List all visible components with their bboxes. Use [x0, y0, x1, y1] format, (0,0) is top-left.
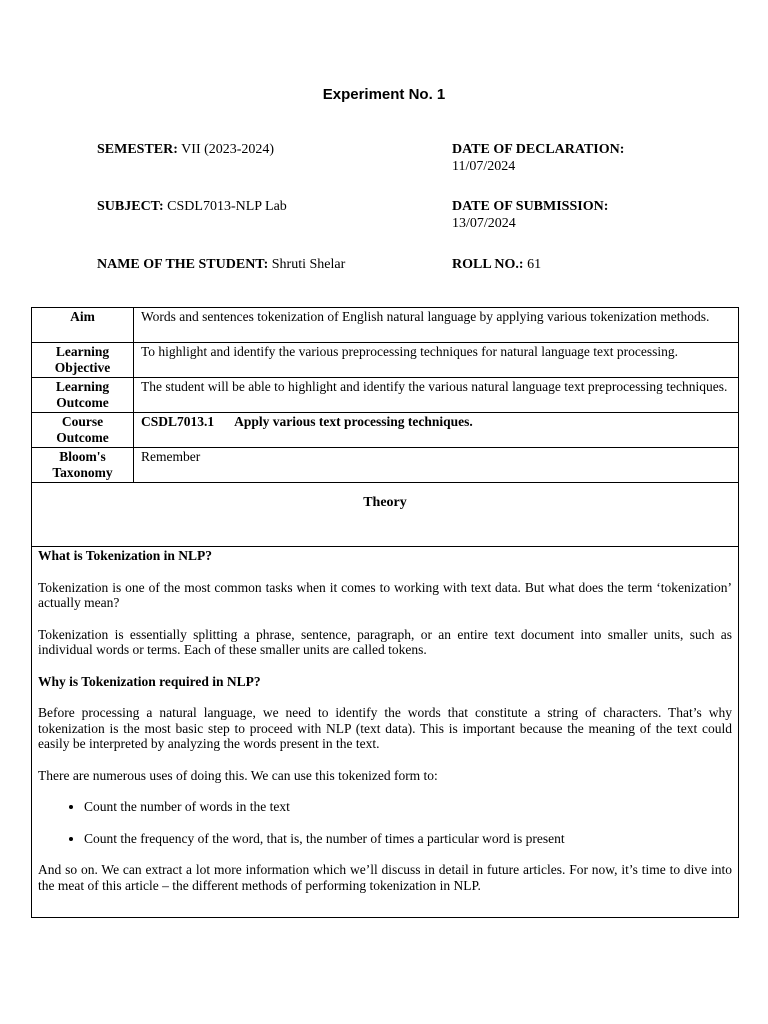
theory-content-box	[31, 546, 739, 918]
student-value: Shruti Shelar	[271, 257, 346, 272]
outcome-value: The student will be able to highlight and identify the various natural language text preprocessing techniques.	[134, 378, 739, 413]
objective-label: Learning Objective	[32, 343, 134, 378]
table-row-outcome	[32, 378, 739, 413]
aim-value: Words and sentences tokenization of English natural language by applying various tokenization methods.	[134, 308, 739, 343]
list-item: • Count the frequency of the word, that is, the number of times a particular word is present	[84, 831, 732, 847]
paragraph-3: Before processing a natural language, we need to identify the words that constitute a string of characters. That’s why tokenization is the most basic step to proceed with NLP (text data). This is important because the meaning of the text could easily be interpreted by analyzing the words present in the text.	[38, 705, 732, 751]
student-field	[97, 256, 345, 273]
subject-label: SUBJECT:	[97, 199, 164, 214]
paragraph-2: Tokenization is essentially splitting a phrase, sentence, paragraph, or an entire text document into smaller units, such as individual words or terms. Each of these smaller units are called tokens.	[38, 626, 732, 657]
submission-value: 13/07/2024	[452, 216, 516, 231]
paragraph-4: There are numerous uses of doing this. We can use this tokenized form to:	[38, 767, 438, 783]
table-row-aim	[32, 308, 739, 343]
list-item: • Count the number of words in the text	[84, 799, 732, 815]
aim-label: Aim	[32, 308, 134, 343]
paragraph-1: Tokenization is one of the most common tasks when it comes to working with text data. But what does the term ‘tokenization’ actually mean?	[38, 579, 732, 610]
section-heading-what: What is Tokenization in NLP?	[38, 548, 213, 563]
submission-field	[452, 198, 608, 232]
theory-content	[38, 548, 732, 909]
semester-field	[97, 141, 274, 158]
uses-list	[38, 799, 732, 846]
subject-field	[97, 198, 287, 215]
theory-title: Theory	[363, 495, 407, 510]
page-title: Experiment No. 1	[322, 86, 446, 103]
subject-value: CSDL7013-NLP Lab	[167, 199, 287, 214]
bloom-label: Bloom's Taxonomy	[32, 448, 134, 483]
roll-value: 61	[527, 257, 542, 272]
table-row-objective	[32, 343, 739, 378]
outcome-label: Learning Outcome	[32, 378, 134, 413]
objective-value: To highlight and identify the various preprocessing techniques for natural language text processing.	[134, 343, 739, 378]
declaration-value: 11/07/2024	[452, 159, 516, 174]
table-row-course	[32, 413, 739, 448]
declaration-field	[452, 141, 624, 175]
info-table	[31, 307, 739, 483]
roll-label: ROLL NO.:	[452, 257, 524, 272]
declaration-label: DATE OF DECLARATION:	[452, 142, 625, 157]
theory-header-box	[31, 477, 739, 547]
paragraph-5: And so on. We can extract a lot more information which we’ll discuss in detail in future articles. For now, it’s time to dive into the meat of this article – the different methods of performing tokenization in NLP.	[38, 862, 732, 893]
course-label: Course Outcome	[32, 413, 134, 448]
section-heading-why: Why is Tokenization required in NLP?	[38, 673, 261, 689]
course-text: Apply various text processing techniques.	[234, 414, 473, 429]
submission-label: DATE OF SUBMISSION:	[452, 199, 609, 214]
semester-value: VII (2023-2024)	[181, 142, 275, 157]
semester-label: SEMESTER:	[97, 142, 178, 157]
student-label: NAME OF THE STUDENT:	[97, 257, 269, 272]
course-code: CSDL7013.1	[141, 414, 215, 429]
bloom-value: Remember	[134, 448, 739, 483]
roll-field	[452, 256, 541, 273]
course-value	[134, 413, 739, 448]
